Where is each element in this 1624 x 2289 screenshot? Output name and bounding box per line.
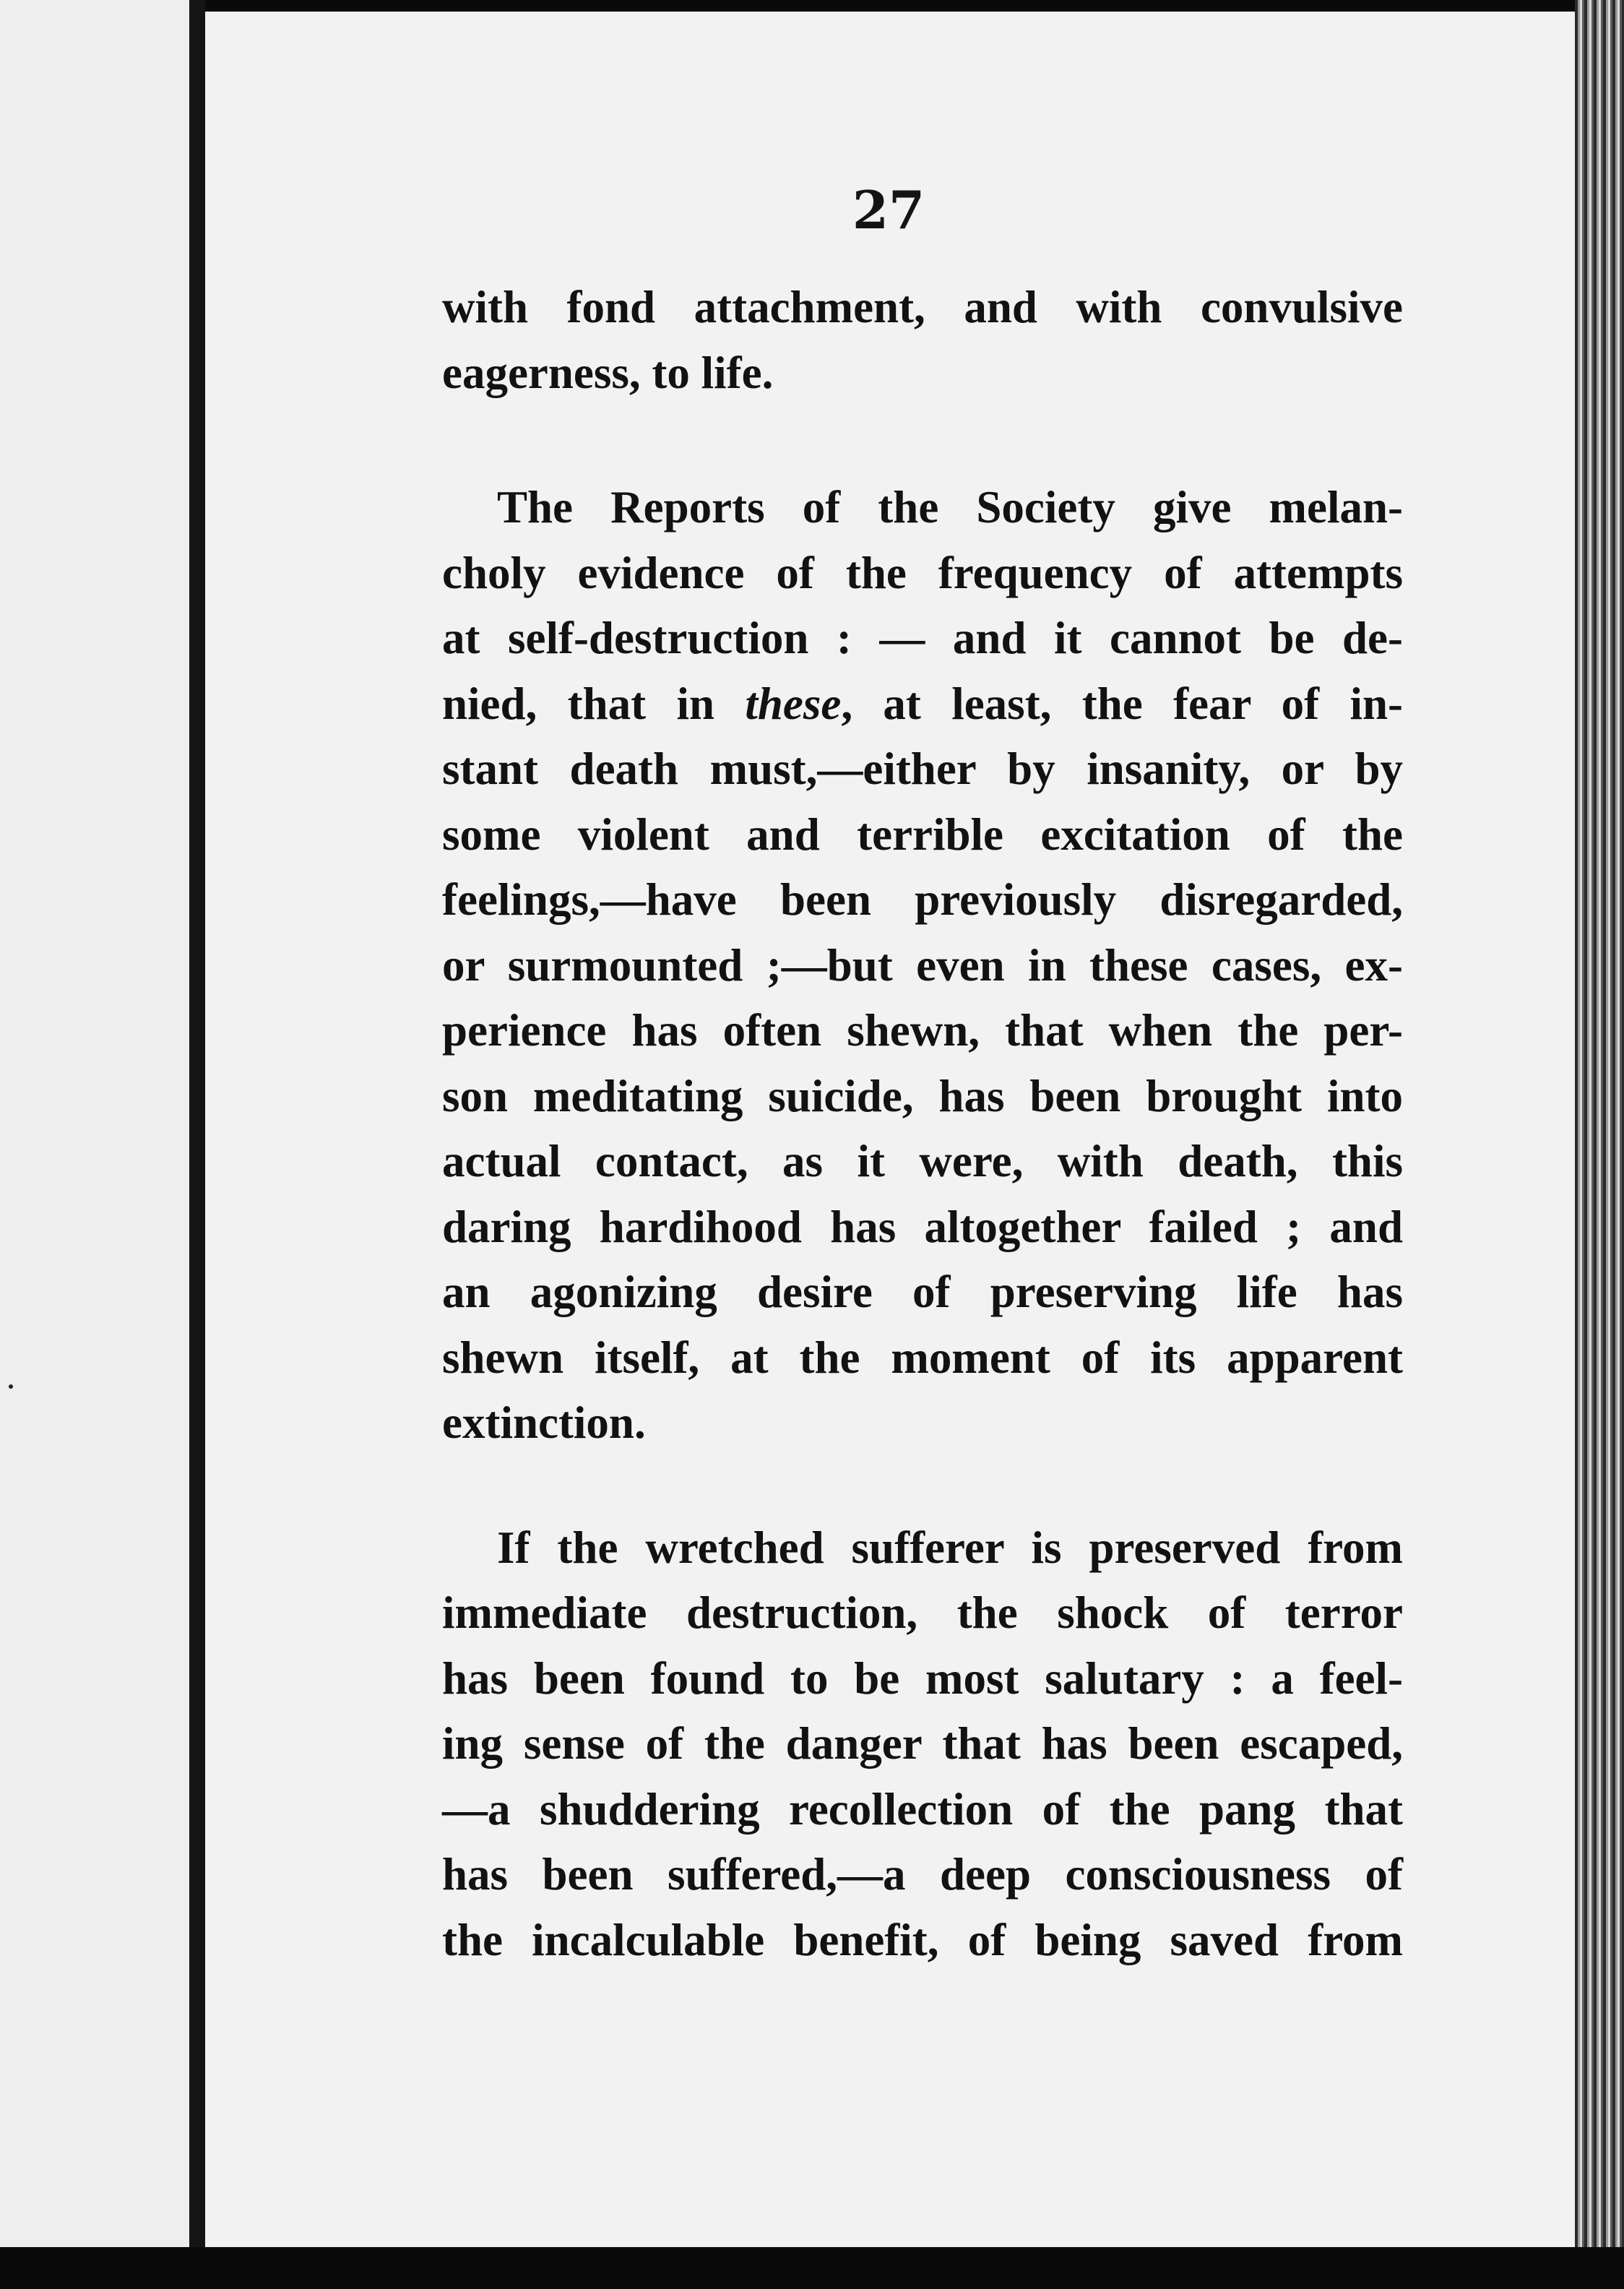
text-segment: nied, that in bbox=[442, 678, 714, 729]
text-line: with fond attachment, and with convulsive bbox=[442, 282, 1403, 332]
text-line: at self-destruction : — and it cannot be de- bbox=[442, 613, 1403, 663]
text-line: —a shuddering recollection of the pang that bbox=[442, 1783, 1403, 1835]
paragraph-gap bbox=[442, 1456, 1403, 1515]
text-line: eagerness, to life. bbox=[442, 347, 774, 398]
text-line: immediate destruction, the shock of terror bbox=[442, 1587, 1403, 1638]
text-line: has been found to be most salutary : a feel- bbox=[442, 1652, 1403, 1704]
text-line: extinction. bbox=[442, 1397, 646, 1448]
text-line: some violent and terrible excitation of the bbox=[442, 809, 1403, 860]
text-line: shewn itself, at the moment of its apparent bbox=[442, 1332, 1403, 1383]
italic-emphasis: these bbox=[745, 678, 842, 729]
paragraph-gap bbox=[442, 405, 1403, 475]
paragraph-2 bbox=[442, 475, 1403, 1456]
text-line: choly evidence of the frequency of attempts bbox=[442, 547, 1403, 598]
text-line: has been suffered,—a deep consciousness of bbox=[442, 1849, 1403, 1900]
text-segment: , at least, the fear of in- bbox=[841, 678, 1404, 729]
body-text bbox=[442, 275, 1403, 1973]
text-line bbox=[442, 671, 1403, 737]
text-line: The Reports of the Society give melan- bbox=[497, 482, 1403, 533]
book-gutter bbox=[189, 0, 205, 2247]
page-number: 27 bbox=[852, 179, 925, 241]
paragraph-3 bbox=[442, 1515, 1403, 1973]
text-line: son meditating suicide, has been brought into bbox=[442, 1070, 1403, 1121]
text-line: If the wretched sufferer is preserved from bbox=[497, 1522, 1403, 1573]
left-blank-leaf bbox=[0, 0, 189, 2247]
text-line: stant death must,—either by insanity, or by bbox=[442, 743, 1403, 794]
paragraph-1 bbox=[442, 275, 1403, 405]
text-line: actual contact, as it were, with death, this bbox=[442, 1136, 1403, 1186]
page-edges bbox=[1575, 0, 1624, 2247]
text-line: ing sense of the danger that has been escaped, bbox=[442, 1718, 1403, 1769]
scan-border bbox=[0, 2247, 1624, 2289]
text-line: the incalculable benefit, of being saved from bbox=[442, 1914, 1403, 1965]
scan-speck bbox=[9, 1384, 13, 1389]
text-line: or surmounted ;—but even in these cases, ex- bbox=[442, 939, 1403, 991]
text-line: feelings,—have been previously disregarded, bbox=[442, 874, 1403, 925]
text-line: perience has often shewn, that when the per- bbox=[442, 1005, 1403, 1056]
text-line: daring hardihood has altogether failed ; and bbox=[442, 1201, 1403, 1252]
text-line: an agonizing desire of preserving life has bbox=[442, 1267, 1403, 1317]
